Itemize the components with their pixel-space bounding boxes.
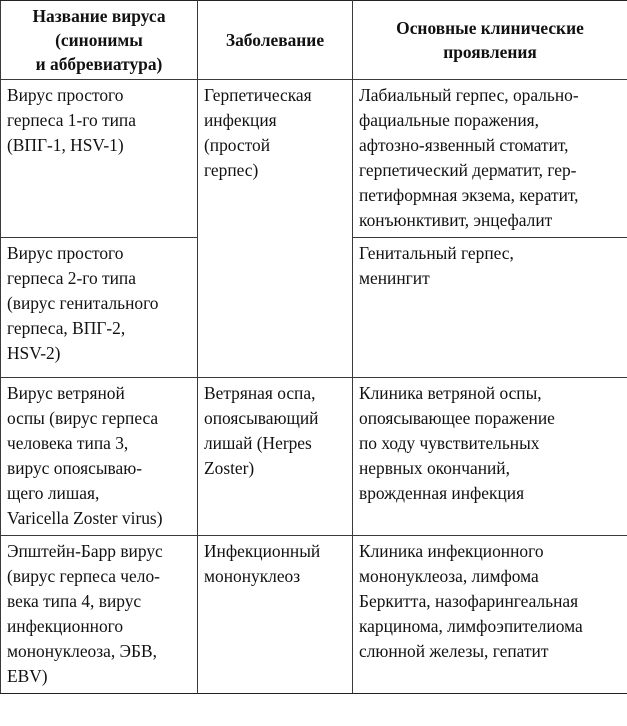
table-row (1, 378, 627, 536)
cell-virus-name: Вирус ветряной оспы (вирус герпеса человека типа 3, вирус опоясываю- щего лишая, Varicella Zoster virus) (1, 378, 198, 536)
header-virus-name: Название вируса (синонимы и аббревиатура) (1, 1, 198, 80)
header-disease: Заболевание (198, 1, 353, 80)
table-header (1, 1, 627, 80)
cell-disease: Герпетическая инфекция (простой герпес) (198, 80, 353, 378)
table-row (1, 536, 627, 694)
cell-disease: Инфекционный мононуклеоз (198, 536, 353, 694)
header-row (1, 1, 627, 80)
cell-clinical-signs: Генитальный герпес, менингит (353, 238, 627, 378)
cell-clinical-signs: Клиника инфекционного мононуклеоза, лимфома Беркитта, назофарингеальная карцинома, лимфоэпителиома слюнной железы, гепатит (353, 536, 627, 694)
cell-clinical-signs: Лабиальный герпес, орально- фациальные поражения, афтозно-язвенный стоматит, герпетический дерматит, гер- петиформная экзема, кератит, конъюнктивит, энцефалит (353, 80, 627, 238)
header-clinical-signs: Основные клинические проявления (353, 1, 627, 80)
cell-clinical-signs: Клиника ветряной оспы, опоясывающее поражение по ходу чувствительных нервных окончаний, врожденная инфекция (353, 378, 627, 536)
cell-virus-name: Вирус простого герпеса 2-го типа (вирус генитального герпеса, ВПГ-2, HSV-2) (1, 238, 198, 378)
cell-virus-name: Эпштейн-Барр вирус (вирус герпеса чело- века типа 4, вирус инфекционного мононуклеоза, ЭБВ, EBV) (1, 536, 198, 694)
cell-disease: Ветряная оспа, опоясывающий лишай (Herpes Zoster) (198, 378, 353, 536)
table-body (1, 80, 627, 694)
cell-virus-name: Вирус простого герпеса 1-го типа (ВПГ-1, HSV-1) (1, 80, 198, 238)
table-row (1, 80, 627, 238)
